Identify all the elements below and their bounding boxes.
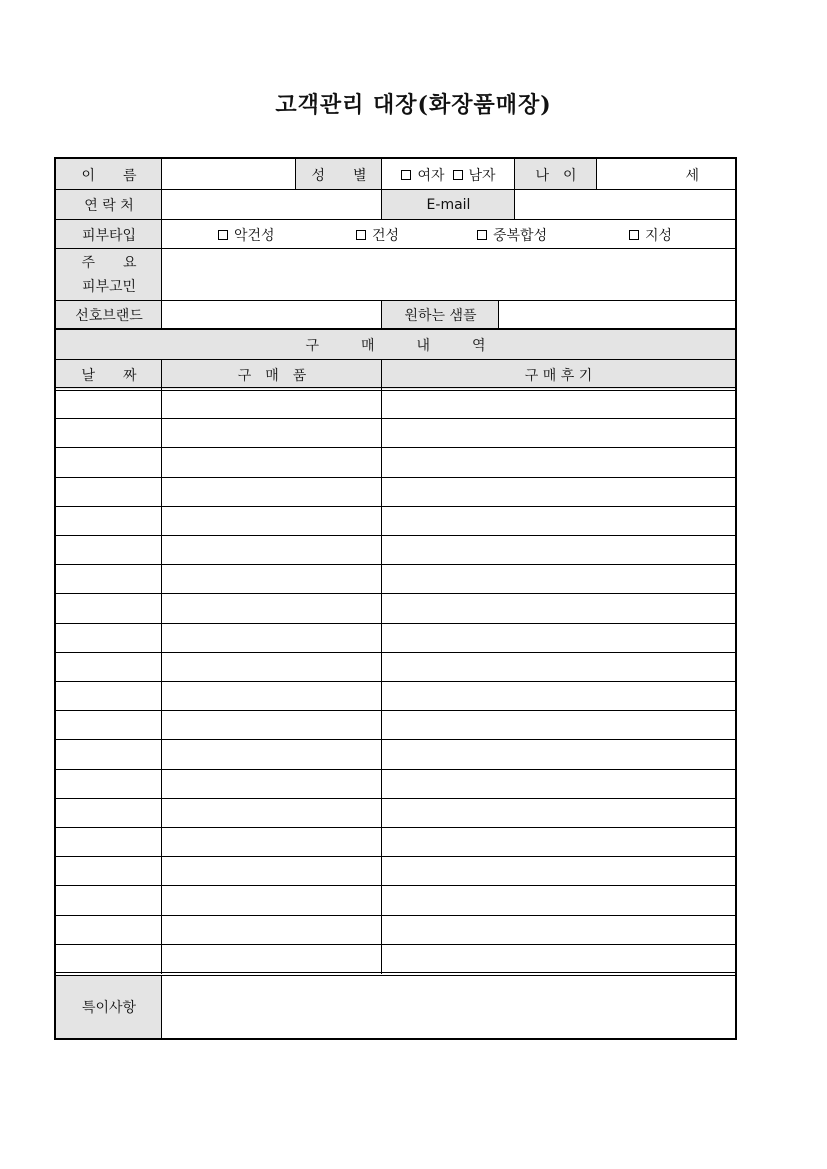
column-date: 날 짜 [56, 360, 162, 389]
product-cell[interactable] [162, 448, 382, 477]
age-label: 나 이 [515, 159, 597, 190]
gender-male-option[interactable] [453, 165, 496, 185]
product-cell[interactable] [162, 740, 382, 769]
table-row [56, 945, 735, 974]
skin-concern-label [56, 249, 162, 301]
review-cell[interactable] [382, 390, 735, 419]
contact-label: 연 락 처 [56, 190, 162, 220]
product-cell[interactable] [162, 653, 382, 682]
review-cell[interactable] [382, 828, 735, 857]
product-cell[interactable] [162, 624, 382, 653]
date-cell[interactable] [56, 916, 162, 945]
product-cell[interactable] [162, 507, 382, 536]
email-label: E-mail [382, 190, 515, 220]
age-field[interactable] [597, 159, 735, 190]
table-row [56, 624, 735, 653]
table-row [56, 390, 735, 419]
product-cell[interactable] [162, 594, 382, 623]
date-cell[interactable] [56, 448, 162, 477]
product-cell[interactable] [162, 565, 382, 594]
rule [56, 359, 735, 360]
male-checkbox[interactable] [453, 170, 463, 180]
gender-female-option[interactable] [401, 165, 444, 185]
product-cell[interactable] [162, 770, 382, 799]
product-cell[interactable] [162, 945, 382, 974]
rule [56, 189, 735, 190]
notes-label: 특이사항 [56, 976, 162, 1038]
rule [514, 159, 515, 220]
date-cell[interactable] [56, 828, 162, 857]
review-cell[interactable] [382, 594, 735, 623]
sample-label: 원하는 샘플 [382, 301, 499, 329]
rule [161, 159, 162, 249]
rule [596, 159, 597, 190]
dry-checkbox[interactable] [356, 230, 366, 240]
review-cell[interactable] [382, 478, 735, 507]
customer-form [54, 157, 737, 1040]
column-product: 구 매 품 [162, 360, 382, 389]
date-cell[interactable] [56, 507, 162, 536]
table-row [56, 828, 735, 857]
notes-field[interactable] [162, 976, 735, 1038]
review-cell[interactable] [382, 624, 735, 653]
male-label: 남자 [468, 167, 496, 184]
page-title: 고객관리 대장(화장품매장) [275, 92, 552, 118]
table-row [56, 653, 735, 682]
skin-type-label: 피부타입 [56, 220, 162, 249]
female-label: 여자 [417, 167, 445, 184]
review-cell[interactable] [382, 653, 735, 682]
rule [56, 300, 735, 301]
review-cell[interactable] [382, 916, 735, 945]
table-row [56, 886, 735, 915]
review-cell[interactable] [382, 448, 735, 477]
table-row [56, 448, 735, 477]
product-cell[interactable] [162, 828, 382, 857]
rule [295, 159, 296, 190]
rule [161, 360, 162, 974]
review-cell[interactable] [382, 565, 735, 594]
date-cell[interactable] [56, 770, 162, 799]
product-cell[interactable] [162, 536, 382, 565]
very-dry-label: 악건성 [234, 227, 275, 244]
product-cell[interactable] [162, 419, 382, 448]
product-cell[interactable] [162, 916, 382, 945]
date-cell[interactable] [56, 478, 162, 507]
rule [381, 360, 382, 974]
age-unit: 세 [685, 167, 699, 184]
column-review: 구 매 후 기 [382, 360, 735, 389]
table-row [56, 857, 735, 886]
product-cell[interactable] [162, 711, 382, 740]
product-cell[interactable] [162, 886, 382, 915]
table-row [56, 536, 735, 565]
date-cell[interactable] [56, 711, 162, 740]
date-cell[interactable] [56, 740, 162, 769]
review-cell[interactable] [382, 886, 735, 915]
email-field[interactable] [515, 190, 735, 220]
purchase-history-header: 구 매 내 역 [56, 330, 735, 360]
brand-field[interactable] [162, 301, 382, 329]
review-cell[interactable] [382, 770, 735, 799]
product-cell[interactable] [162, 478, 382, 507]
gender-label: 성 별 [296, 159, 382, 190]
date-cell[interactable] [56, 682, 162, 711]
review-cell[interactable] [382, 507, 735, 536]
rule [161, 975, 162, 1038]
date-cell[interactable] [56, 390, 162, 419]
brand-label: 선호브랜드 [56, 301, 162, 329]
skin-type-very-dry[interactable] [218, 220, 275, 249]
review-cell[interactable] [382, 711, 735, 740]
date-cell[interactable] [56, 799, 162, 828]
review-cell[interactable] [382, 799, 735, 828]
review-cell[interactable] [382, 945, 735, 974]
oily-checkbox[interactable] [629, 230, 639, 240]
purchase-rows [56, 390, 735, 974]
review-cell[interactable] [382, 536, 735, 565]
rule [56, 972, 735, 976]
date-cell[interactable] [56, 653, 162, 682]
skin-type-combination[interactable] [477, 220, 547, 249]
rule [56, 219, 735, 220]
date-cell[interactable] [56, 886, 162, 915]
review-cell[interactable] [382, 419, 735, 448]
dry-label: 건성 [372, 227, 400, 244]
date-cell[interactable] [56, 419, 162, 448]
sample-field[interactable] [499, 301, 735, 329]
date-cell[interactable] [56, 945, 162, 974]
skin-type-oily[interactable] [629, 220, 672, 249]
rule [161, 249, 162, 329]
rule [381, 159, 382, 220]
female-checkbox[interactable] [401, 170, 411, 180]
review-cell[interactable] [382, 740, 735, 769]
product-cell[interactable] [162, 682, 382, 711]
skin-concern-label-line1: 주 요 [81, 255, 137, 271]
product-cell[interactable] [162, 799, 382, 828]
table-row [56, 478, 735, 507]
table-row [56, 740, 735, 769]
table-row [56, 507, 735, 536]
table-row [56, 799, 735, 828]
rule [56, 328, 735, 330]
contact-field[interactable] [162, 190, 382, 220]
product-cell[interactable] [162, 390, 382, 419]
combination-label: 중복합성 [493, 227, 548, 244]
table-row [56, 916, 735, 945]
table-row [56, 682, 735, 711]
table-row [56, 711, 735, 740]
skin-concern-field[interactable] [162, 249, 735, 301]
rule [56, 387, 735, 391]
combination-checkbox[interactable] [477, 230, 487, 240]
table-row [56, 594, 735, 623]
skin-type-dry[interactable] [356, 220, 399, 249]
skin-concern-label-line2: 피부고민 [81, 279, 137, 295]
oily-label: 지성 [645, 227, 673, 244]
review-cell[interactable] [382, 682, 735, 711]
rule [381, 301, 382, 329]
name-label: 이 름 [56, 159, 162, 190]
review-cell[interactable] [382, 857, 735, 886]
date-cell[interactable] [56, 857, 162, 886]
name-field[interactable] [162, 159, 296, 190]
date-cell[interactable] [56, 594, 162, 623]
product-cell[interactable] [162, 857, 382, 886]
date-cell[interactable] [56, 536, 162, 565]
table-row [56, 770, 735, 799]
date-cell[interactable] [56, 624, 162, 653]
table-row [56, 419, 735, 448]
table-row [56, 565, 735, 594]
rule [56, 248, 735, 249]
date-cell[interactable] [56, 565, 162, 594]
rule [498, 301, 499, 329]
gender-options [382, 159, 515, 190]
very-dry-checkbox[interactable] [218, 230, 228, 240]
